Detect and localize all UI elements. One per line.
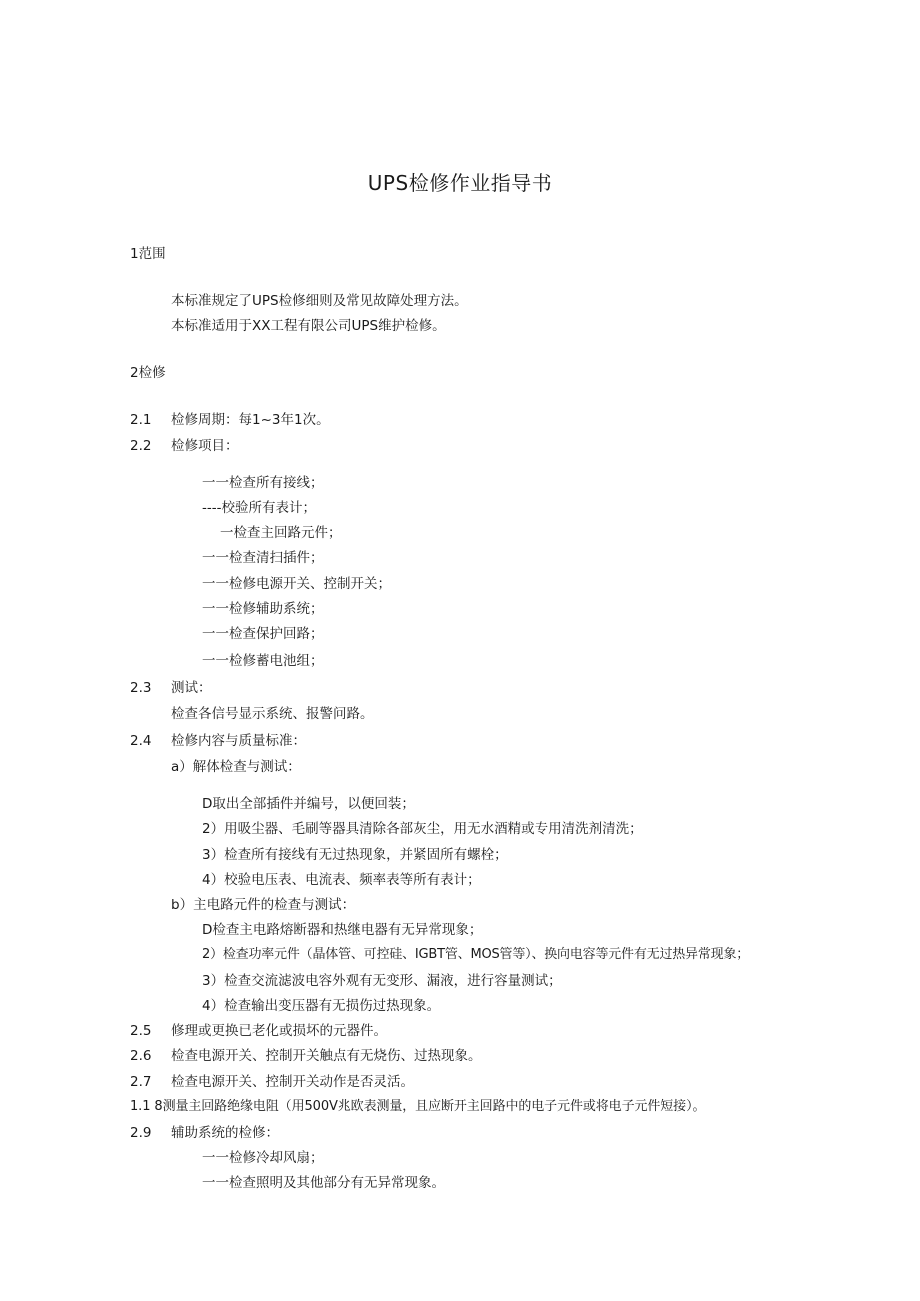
clause-text: 检修项目： bbox=[171, 438, 239, 454]
section-1-paragraph-2: 本标准适用于XX工程有限公司UPS维护检修。 bbox=[171, 318, 446, 334]
clause-text: 检查电源开关、控制开关动作是否灵活。 bbox=[171, 1074, 414, 1090]
list-item: 4）检查输出变压器有无损伤过热现象。 bbox=[202, 998, 441, 1014]
clause-number: 2.5 bbox=[130, 1023, 152, 1039]
clause-number: 2.2 bbox=[130, 438, 152, 454]
clause-number: 2.3 bbox=[130, 680, 152, 696]
section-1-heading: 1范围 bbox=[130, 246, 166, 262]
clause-text: 辅助系统的检修： bbox=[171, 1125, 279, 1141]
clause-text: 修理或更换已老化或损坏的元器件。 bbox=[171, 1023, 387, 1039]
list-item: 一一检查所有接线； bbox=[202, 475, 324, 491]
list-item: D取出全部插件并编号，以便回装； bbox=[202, 796, 415, 812]
list-item: 一一检修辅助系统； bbox=[202, 601, 324, 617]
list-item: 2）检查功率元件（晶体管、可控硅、IGBT管、MOS管等）、换向电容等元件有无过热异常现象； bbox=[202, 947, 750, 962]
clause-text: 检修周期：每1~3年1次。 bbox=[171, 412, 330, 428]
sub-clause-b-label: b）主电路元件的检查与测试： bbox=[171, 897, 356, 913]
clause-text: 检查电源开关、控制开关触点有无烧伤、过热现象。 bbox=[171, 1048, 482, 1064]
sub-clause-a-label: a）解体检查与测试： bbox=[171, 759, 301, 775]
list-item: 一一检查保护回路； bbox=[202, 626, 324, 642]
list-item: 一一检修蓄电池组； bbox=[202, 653, 324, 669]
list-item: D检查主电路熔断器和热继电器有无异常现象； bbox=[202, 922, 483, 938]
list-item: 一一检查照明及其他部分有无异常现象。 bbox=[202, 1175, 445, 1191]
list-item: 一一检修冷却风扇； bbox=[202, 1150, 324, 1166]
clause-number: 2.9 bbox=[130, 1125, 152, 1141]
list-item: ----校验所有表计； bbox=[202, 500, 316, 516]
clause-text: 检修内容与质量标准： bbox=[171, 733, 306, 749]
clause-number: 2.1 bbox=[130, 412, 152, 428]
clause-number: 2.6 bbox=[130, 1048, 152, 1064]
list-item: 2）用吸尘器、毛刷等器具清除各部灰尘，用无水酒精或专用清洗剂清洗； bbox=[202, 821, 643, 837]
section-1-paragraph-1: 本标准规定了UPS检修细则及常见故障处理方法。 bbox=[171, 293, 468, 309]
clause-number: 2.7 bbox=[130, 1074, 152, 1090]
clause-text: 测试： bbox=[171, 680, 212, 696]
document-title: UPS检修作业指导书 bbox=[367, 171, 553, 195]
section-2-heading: 2检修 bbox=[130, 365, 166, 381]
clause-2-3-detail: 检查各信号显示系统、报警问路。 bbox=[171, 706, 374, 722]
list-item: 一检查主回路元件； bbox=[220, 525, 342, 541]
list-item: 3）检查交流滤波电容外观有无变形、漏液，进行容量测试； bbox=[202, 973, 562, 989]
list-item: 4）校验电压表、电流表、频率表等所有表计； bbox=[202, 872, 481, 888]
clause-2-8: 1.1 8测量主回路绝缘电阻（用500V兆欧表测量，且应断开主回路中的电子元件或将电子元件短接）。 bbox=[130, 1099, 706, 1114]
list-item: 一一检查清扫插件； bbox=[202, 550, 324, 566]
list-item: 3）检查所有接线有无过热现象，并紧固所有螺栓； bbox=[202, 847, 508, 863]
clause-number: 2.4 bbox=[130, 733, 152, 749]
list-item: 一一检修电源开关、控制开关； bbox=[202, 576, 391, 592]
